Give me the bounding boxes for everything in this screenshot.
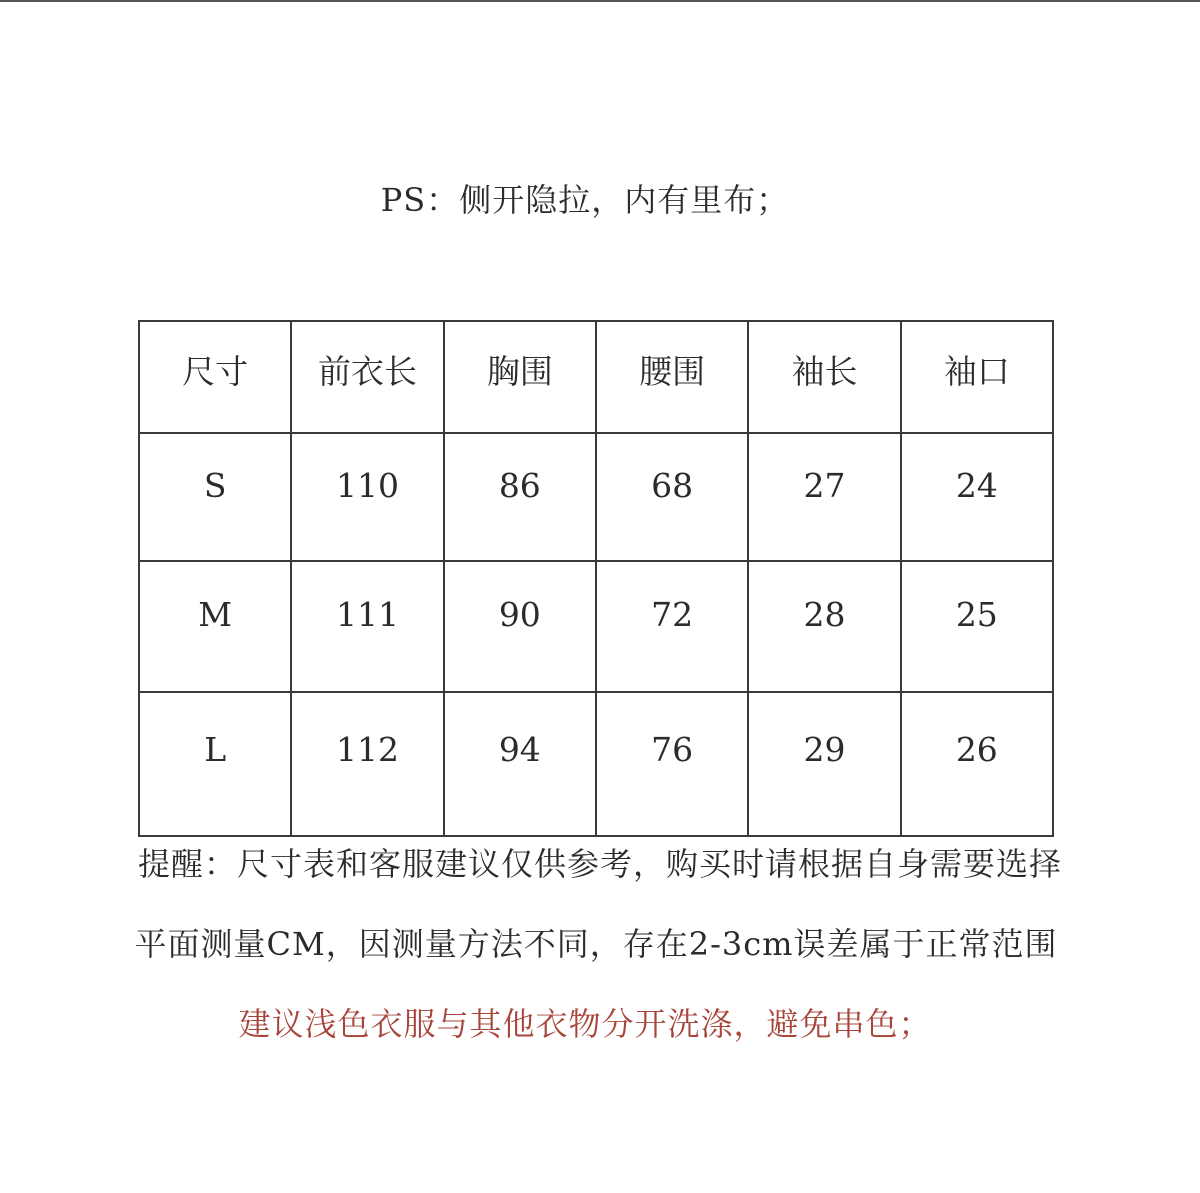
table-cell: 76 bbox=[596, 692, 748, 836]
table-cell: 94 bbox=[444, 692, 596, 836]
table-cell: 26 bbox=[901, 692, 1053, 836]
table-cell: M bbox=[139, 561, 291, 692]
header-cell-cuff: 袖口 bbox=[901, 321, 1053, 433]
table-cell: S bbox=[139, 433, 291, 561]
top-border-line bbox=[0, 0, 1200, 2]
header-cell-waist: 腰围 bbox=[596, 321, 748, 433]
table-cell: 28 bbox=[748, 561, 900, 692]
table-cell: 72 bbox=[596, 561, 748, 692]
ps-note: PS：侧开隐拉，内有里布； bbox=[380, 181, 790, 219]
size-chart-table bbox=[138, 320, 1054, 837]
header-cell-sleeve-length: 袖长 bbox=[748, 321, 900, 433]
table-row bbox=[139, 433, 1053, 561]
table-cell: 112 bbox=[291, 692, 443, 836]
table-cell: 24 bbox=[901, 433, 1053, 561]
table-cell: L bbox=[139, 692, 291, 836]
table-row bbox=[139, 692, 1053, 836]
measurement-note: 平面测量CM，因测量方法不同，存在2-3cm误差属于正常范围 bbox=[134, 925, 1058, 963]
header-cell-bust: 胸围 bbox=[444, 321, 596, 433]
table-cell: 110 bbox=[291, 433, 443, 561]
table-cell: 27 bbox=[748, 433, 900, 561]
table-cell: 25 bbox=[901, 561, 1053, 692]
table-cell: 111 bbox=[291, 561, 443, 692]
header-cell-size: 尺寸 bbox=[139, 321, 291, 433]
table-header-row bbox=[139, 321, 1053, 433]
reminder-note: 提醒：尺寸表和客服建议仅供参考，购买时请根据自身需要选择 bbox=[137, 845, 1062, 883]
table-cell: 90 bbox=[444, 561, 596, 692]
table-cell: 68 bbox=[596, 433, 748, 561]
table-cell: 86 bbox=[444, 433, 596, 561]
washing-warning-note: 建议浅色衣服与其他衣物分开洗涤，避免串色； bbox=[238, 1005, 932, 1043]
table-cell: 29 bbox=[748, 692, 900, 836]
table-row bbox=[139, 561, 1053, 692]
header-cell-front-length: 前衣长 bbox=[291, 321, 443, 433]
